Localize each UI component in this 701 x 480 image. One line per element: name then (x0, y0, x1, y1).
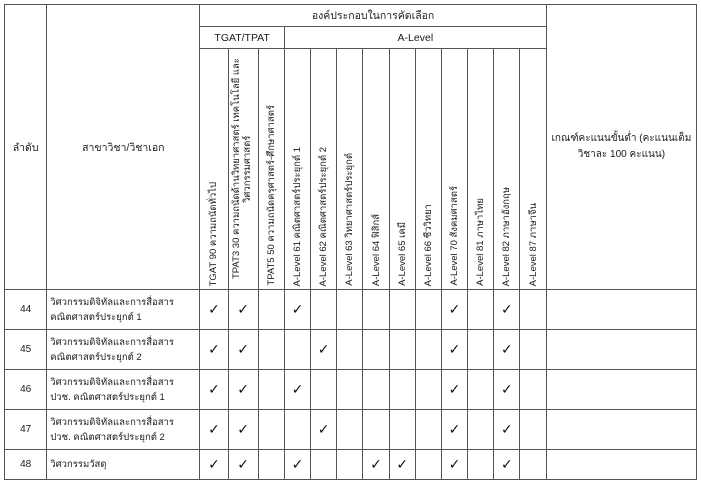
empty-cell (258, 450, 284, 480)
subject-header (200, 49, 228, 290)
empty-cell (284, 330, 310, 370)
empty-cell (520, 370, 546, 410)
subject-header (389, 49, 415, 290)
check-mark-icon: ✓ (284, 370, 310, 410)
subject-header-label: A-Level 62 คณิตศาสตร์ประยุกต์ 2 (318, 146, 330, 286)
subject-header (363, 49, 389, 290)
tgat-tpat-group-header: TGAT/TPAT (200, 27, 285, 49)
check-mark-icon: ✓ (441, 290, 467, 330)
subject-header (415, 49, 441, 290)
major-name-cell (47, 450, 200, 480)
row-number: 45 (5, 330, 47, 370)
subject-header-label: TPAT3 30 ความถนัดด้านวิทยาศาสตร์ เทคโนโลยี และวิศวกรรมศาสตร์ (231, 58, 254, 280)
empty-cell (258, 290, 284, 330)
empty-cell (363, 370, 389, 410)
check-mark-icon: ✓ (228, 330, 258, 370)
check-mark-icon: ✓ (228, 290, 258, 330)
row-number: 44 (5, 290, 47, 330)
empty-cell (258, 330, 284, 370)
empty-cell (415, 330, 441, 370)
major-name-line: วิศวกรรมดิจิทัลและการสื่อสาร (50, 336, 174, 348)
check-mark-icon: ✓ (228, 450, 258, 480)
empty-cell (468, 410, 494, 450)
empty-cell (311, 450, 337, 480)
empty-cell (284, 410, 310, 450)
row-number: 47 (5, 410, 47, 450)
check-mark-icon: ✓ (494, 450, 520, 480)
empty-cell (468, 370, 494, 410)
check-mark-icon: ✓ (284, 290, 310, 330)
check-mark-icon: ✓ (441, 370, 467, 410)
empty-cell (520, 410, 546, 450)
empty-cell (415, 450, 441, 480)
subject-header-label: A-Level 70 สังคมศาสตร์ (449, 186, 461, 286)
subject-header (258, 49, 284, 290)
check-mark-icon: ✓ (311, 410, 337, 450)
subject-header (228, 49, 258, 290)
check-mark-icon: ✓ (494, 370, 520, 410)
empty-cell (415, 370, 441, 410)
major-name-line: วิศวกรรมดิจิทัลและการสื่อสาร (50, 416, 174, 428)
order-header: ลำดับ (5, 5, 47, 290)
check-mark-icon: ✓ (441, 330, 467, 370)
major-name-line: วิศวกรรมดิจิทัลและการสื่อสาร (50, 296, 174, 308)
subject-header-label: A-Level 61 คณิตศาสตร์ประยุกต์ 1 (291, 146, 303, 286)
major-name-cell (47, 330, 200, 370)
major-sub-line: ปวช. คณิตศาสตร์ประยุกต์ 2 (50, 431, 165, 443)
empty-cell (337, 330, 363, 370)
subject-header-label: A-Level 63 วิทยาศาสตร์ประยุกต์ (344, 153, 356, 286)
subject-header (337, 49, 363, 290)
check-mark-icon: ✓ (200, 370, 228, 410)
empty-cell (258, 410, 284, 450)
check-mark-icon: ✓ (441, 410, 467, 450)
criteria-header: เกณฑ์คะแนนขั้นต่ำ (คะแนนเต็ม วิชาละ 100 คะแนน) (546, 5, 696, 290)
check-mark-icon: ✓ (311, 330, 337, 370)
table-row (5, 450, 697, 480)
check-mark-icon: ✓ (284, 450, 310, 480)
check-mark-icon: ✓ (228, 410, 258, 450)
check-mark-icon: ✓ (200, 290, 228, 330)
subject-header-label: A-Level 64 ฟิสิกส์ (370, 213, 382, 286)
criteria-cell (546, 450, 696, 480)
subject-header-label: TPAT5 50 ความถนัดครุศาสตร์-ศึกษาศาสตร์ (265, 105, 277, 286)
criteria-cell (546, 330, 696, 370)
major-sub-line: คณิตศาสตร์ประยุกต์ 2 (50, 351, 142, 363)
check-mark-icon: ✓ (228, 370, 258, 410)
empty-cell (520, 330, 546, 370)
subject-header (468, 49, 494, 290)
row-number: 46 (5, 370, 47, 410)
major-name-line: วิศวกรรมวัสดุ (50, 459, 107, 470)
subject-header (494, 49, 520, 290)
criteria-cell (546, 410, 696, 450)
major-name-cell (47, 410, 200, 450)
subject-header-label: A-Level 82 ภาษาอังกฤษ (501, 186, 513, 286)
empty-cell (337, 290, 363, 330)
empty-cell (363, 330, 389, 370)
subject-header-label: A-Level 66 ชีววิทยา (422, 203, 434, 286)
empty-cell (468, 450, 494, 480)
a-level-group-header: A-Level (284, 27, 546, 49)
empty-cell (520, 450, 546, 480)
empty-cell (468, 290, 494, 330)
empty-cell (389, 330, 415, 370)
empty-cell (337, 450, 363, 480)
empty-cell (389, 410, 415, 450)
subject-header-label: TGAT 90 ความถนัดทั่วไป (208, 181, 220, 286)
major-sub-line: ปวช. คณิตศาสตร์ประยุกต์ 1 (50, 391, 165, 403)
check-mark-icon: ✓ (494, 290, 520, 330)
empty-cell (389, 290, 415, 330)
components-header: องค์ประกอบในการคัดเลือก (200, 5, 546, 27)
empty-cell (337, 370, 363, 410)
table-row (5, 410, 697, 450)
table-row (5, 330, 697, 370)
check-mark-icon: ✓ (441, 450, 467, 480)
check-mark-icon: ✓ (389, 450, 415, 480)
subject-header-label: A-Level 87 ภาษาจีน (527, 202, 539, 286)
criteria-cell (546, 370, 696, 410)
major-name-cell (47, 370, 200, 410)
subject-header (441, 49, 467, 290)
empty-cell (415, 410, 441, 450)
empty-cell (363, 410, 389, 450)
criteria-cell (546, 290, 696, 330)
major-header: สาขาวิชา/วิชาเอก (47, 5, 200, 290)
subject-header-label: A-Level 81 ภาษาไทย (475, 198, 487, 286)
empty-cell (520, 290, 546, 330)
subject-header (520, 49, 546, 290)
major-name-line: วิศวกรรมดิจิทัลและการสื่อสาร (50, 376, 174, 388)
subject-header-label: A-Level 65 เคมี (396, 222, 408, 286)
empty-cell (337, 410, 363, 450)
check-mark-icon: ✓ (200, 450, 228, 480)
empty-cell (363, 290, 389, 330)
major-name-cell (47, 290, 200, 330)
empty-cell (311, 290, 337, 330)
selection-criteria-table (4, 4, 697, 480)
empty-cell (311, 370, 337, 410)
check-mark-icon: ✓ (363, 450, 389, 480)
table-row (5, 290, 697, 330)
check-mark-icon: ✓ (494, 330, 520, 370)
subject-header (284, 49, 310, 290)
check-mark-icon: ✓ (200, 410, 228, 450)
empty-cell (415, 290, 441, 330)
table-row (5, 370, 697, 410)
major-sub-line: คณิตศาสตร์ประยุกต์ 1 (50, 311, 142, 323)
empty-cell (389, 370, 415, 410)
empty-cell (468, 330, 494, 370)
row-number: 48 (5, 450, 47, 480)
check-mark-icon: ✓ (200, 330, 228, 370)
empty-cell (258, 370, 284, 410)
subject-header (311, 49, 337, 290)
check-mark-icon: ✓ (494, 410, 520, 450)
